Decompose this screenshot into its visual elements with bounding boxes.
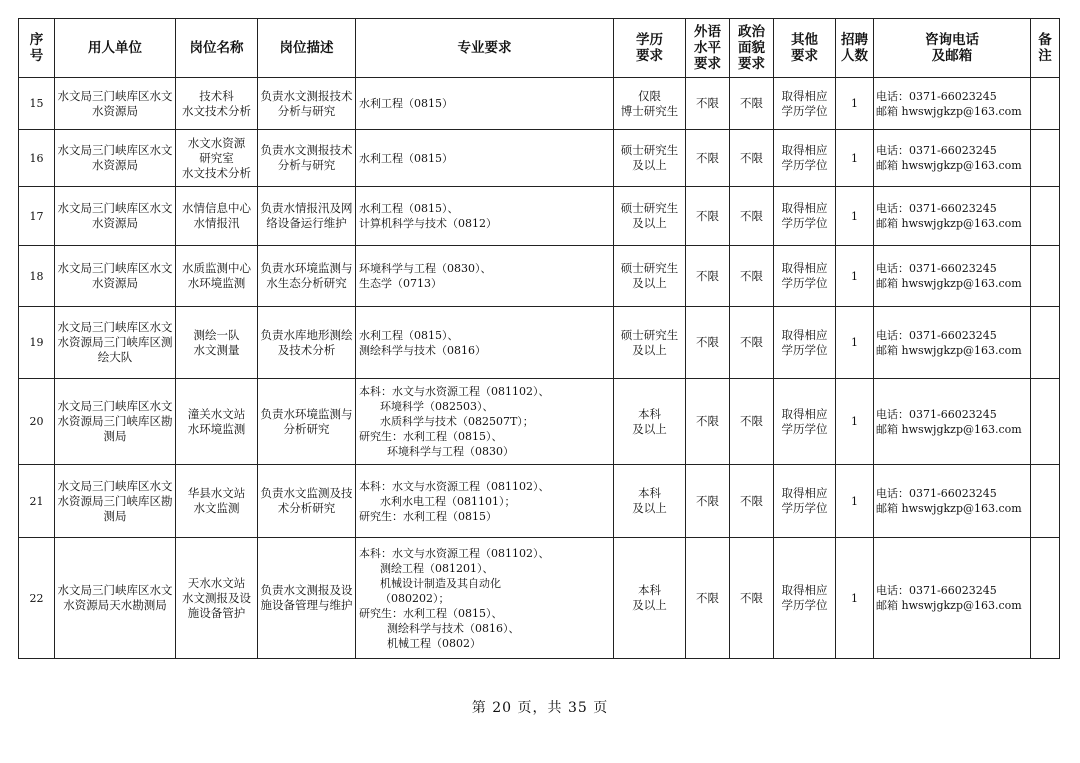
cell-major: 本科：水文与水资源工程（081102）、 水利水电工程（081101）； 研究生：水利工程（0815） xyxy=(356,465,614,538)
table-row xyxy=(19,187,1060,246)
header-unit: 用人单位 xyxy=(55,19,176,78)
cell-post: 水情信息中心 水情报汛 xyxy=(176,187,258,246)
cell-note xyxy=(1031,78,1060,130)
cell-seq: 20 xyxy=(19,379,55,465)
cell-unit: 水文局三门峡库区水文水资源局 xyxy=(55,187,176,246)
cell-contact: 电话：0371-66023245 邮箱 hwswjgkzp@163.com xyxy=(874,78,1031,130)
recruitment-table xyxy=(18,18,1060,659)
cell-seq: 22 xyxy=(19,538,55,659)
header-lang: 外语 水平 要求 xyxy=(686,19,730,78)
cell-count: 1 xyxy=(836,130,874,187)
cell-post: 华县水文站 水文监测 xyxy=(176,465,258,538)
cell-politics: 不限 xyxy=(730,246,774,307)
cell-major: 本科：水文与水资源工程（081102）、 测绘工程（081201）、 机械设计制造及其自动化 （080202）； 研究生：水利工程（0815）、 测绘科学与技术（0816）、 机械工程（0802） xyxy=(356,538,614,659)
cell-note xyxy=(1031,538,1060,659)
cell-desc: 负责水文测报技术分析与研究 xyxy=(258,78,356,130)
cell-desc: 负责水库地形测绘及技术分析 xyxy=(258,307,356,379)
cell-desc: 负责水环境监测与水生态分析研究 xyxy=(258,246,356,307)
cell-seq: 18 xyxy=(19,246,55,307)
header-post: 岗位名称 xyxy=(176,19,258,78)
cell-contact: 电话：0371-66023245 邮箱 hwswjgkzp@163.com xyxy=(874,307,1031,379)
table-row xyxy=(19,538,1060,659)
cell-lang: 不限 xyxy=(686,379,730,465)
cell-politics: 不限 xyxy=(730,78,774,130)
table-row xyxy=(19,465,1060,538)
cell-seq: 17 xyxy=(19,187,55,246)
header-politics: 政治 面貌 要求 xyxy=(730,19,774,78)
cell-note xyxy=(1031,465,1060,538)
cell-other: 取得相应学历学位 xyxy=(774,538,836,659)
cell-unit: 水文局三门峡库区水文水资源局 xyxy=(55,78,176,130)
table-row xyxy=(19,379,1060,465)
cell-politics: 不限 xyxy=(730,538,774,659)
cell-post: 天水水文站 水文测报及设施设备管护 xyxy=(176,538,258,659)
cell-major: 水利工程（0815）、 计算机科学与技术（0812） xyxy=(356,187,614,246)
cell-other: 取得相应学历学位 xyxy=(774,78,836,130)
cell-contact: 电话：0371-66023245 邮箱 hwswjgkzp@163.com xyxy=(874,246,1031,307)
cell-contact: 电话：0371-66023245 邮箱 hwswjgkzp@163.com xyxy=(874,465,1031,538)
cell-desc: 负责水环境监测与分析研究 xyxy=(258,379,356,465)
cell-edu: 本科 及以上 xyxy=(614,379,686,465)
cell-lang: 不限 xyxy=(686,187,730,246)
cell-politics: 不限 xyxy=(730,187,774,246)
cell-count: 1 xyxy=(836,246,874,307)
header-note: 备 注 xyxy=(1031,19,1060,78)
cell-other: 取得相应学历学位 xyxy=(774,379,836,465)
cell-edu: 仅限 博士研究生 xyxy=(614,78,686,130)
cell-unit: 水文局三门峡库区水文水资源局天水勘测局 xyxy=(55,538,176,659)
cell-desc: 负责水文监测及技术分析研究 xyxy=(258,465,356,538)
cell-edu: 硕士研究生 及以上 xyxy=(614,187,686,246)
table-row xyxy=(19,246,1060,307)
recruitment-table-sheet xyxy=(18,18,1059,659)
table-row xyxy=(19,78,1060,130)
cell-politics: 不限 xyxy=(730,130,774,187)
header-contact: 咨询电话 及邮箱 xyxy=(874,19,1031,78)
cell-contact: 电话：0371-66023245 邮箱 hwswjgkzp@163.com xyxy=(874,130,1031,187)
header-major: 专业要求 xyxy=(356,19,614,78)
cell-lang: 不限 xyxy=(686,246,730,307)
cell-edu: 本科 及以上 xyxy=(614,465,686,538)
cell-politics: 不限 xyxy=(730,307,774,379)
cell-major: 环境科学与工程（0830）、 生态学（0713） xyxy=(356,246,614,307)
cell-major: 本科：水文与水资源工程（081102）、 环境科学（082503）、 水质科学与技术（082507T）； 研究生：水利工程（0815）、 环境科学与工程（0830） xyxy=(356,379,614,465)
header-other: 其他 要求 xyxy=(774,19,836,78)
cell-seq: 15 xyxy=(19,78,55,130)
cell-count: 1 xyxy=(836,187,874,246)
cell-politics: 不限 xyxy=(730,465,774,538)
cell-note xyxy=(1031,307,1060,379)
cell-post: 潼关水文站 水环境监测 xyxy=(176,379,258,465)
cell-note xyxy=(1031,187,1060,246)
table-row xyxy=(19,307,1060,379)
cell-contact: 电话：0371-66023245 邮箱 hwswjgkzp@163.com xyxy=(874,379,1031,465)
cell-major: 水利工程（0815） xyxy=(356,78,614,130)
cell-post: 技术科 水文技术分析 xyxy=(176,78,258,130)
cell-lang: 不限 xyxy=(686,130,730,187)
cell-lang: 不限 xyxy=(686,78,730,130)
cell-post: 测绘一队 水文测量 xyxy=(176,307,258,379)
cell-lang: 不限 xyxy=(686,538,730,659)
cell-seq: 16 xyxy=(19,130,55,187)
cell-count: 1 xyxy=(836,538,874,659)
cell-count: 1 xyxy=(836,78,874,130)
cell-count: 1 xyxy=(836,307,874,379)
header-count: 招聘 人数 xyxy=(836,19,874,78)
cell-unit: 水文局三门峡库区水文水资源局三门峡库区勘测局 xyxy=(55,379,176,465)
cell-count: 1 xyxy=(836,465,874,538)
cell-unit: 水文局三门峡库区水文水资源局三门峡库区勘测局 xyxy=(55,465,176,538)
header-edu: 学历 要求 xyxy=(614,19,686,78)
header-desc: 岗位描述 xyxy=(258,19,356,78)
cell-desc: 负责水文测报及设施设备管理与维护 xyxy=(258,538,356,659)
table-row xyxy=(19,130,1060,187)
cell-major: 水利工程（0815） xyxy=(356,130,614,187)
cell-edu: 本科 及以上 xyxy=(614,538,686,659)
header-row xyxy=(19,19,1060,78)
cell-politics: 不限 xyxy=(730,379,774,465)
cell-other: 取得相应学历学位 xyxy=(774,187,836,246)
cell-note xyxy=(1031,130,1060,187)
cell-count: 1 xyxy=(836,379,874,465)
cell-other: 取得相应学历学位 xyxy=(774,307,836,379)
cell-unit: 水文局三门峡库区水文水资源局 xyxy=(55,246,176,307)
cell-post: 水文水资源 研究室 水文技术分析 xyxy=(176,130,258,187)
cell-post: 水质监测中心 水环境监测 xyxy=(176,246,258,307)
cell-contact: 电话：0371-66023245 邮箱 hwswjgkzp@163.com xyxy=(874,187,1031,246)
cell-unit: 水文局三门峡库区水文水资源局三门峡库区测绘大队 xyxy=(55,307,176,379)
cell-desc: 负责水情报汛及网络设备运行维护 xyxy=(258,187,356,246)
cell-contact: 电话：0371-66023245 邮箱 hwswjgkzp@163.com xyxy=(874,538,1031,659)
cell-edu: 硕士研究生 及以上 xyxy=(614,130,686,187)
cell-major: 水利工程（0815）、 测绘科学与技术（0816） xyxy=(356,307,614,379)
cell-note xyxy=(1031,379,1060,465)
cell-seq: 19 xyxy=(19,307,55,379)
cell-unit: 水文局三门峡库区水文水资源局 xyxy=(55,130,176,187)
cell-other: 取得相应学历学位 xyxy=(774,465,836,538)
cell-seq: 21 xyxy=(19,465,55,538)
cell-edu: 硕士研究生 及以上 xyxy=(614,307,686,379)
cell-lang: 不限 xyxy=(686,307,730,379)
page-footer: 第 20 页，共 35 页 xyxy=(471,700,609,716)
cell-desc: 负责水文测报技术分析与研究 xyxy=(258,130,356,187)
cell-other: 取得相应学历学位 xyxy=(774,130,836,187)
cell-edu: 硕士研究生 及以上 xyxy=(614,246,686,307)
cell-other: 取得相应学历学位 xyxy=(774,246,836,307)
cell-lang: 不限 xyxy=(686,465,730,538)
cell-note xyxy=(1031,246,1060,307)
header-seq: 序 号 xyxy=(19,19,55,78)
